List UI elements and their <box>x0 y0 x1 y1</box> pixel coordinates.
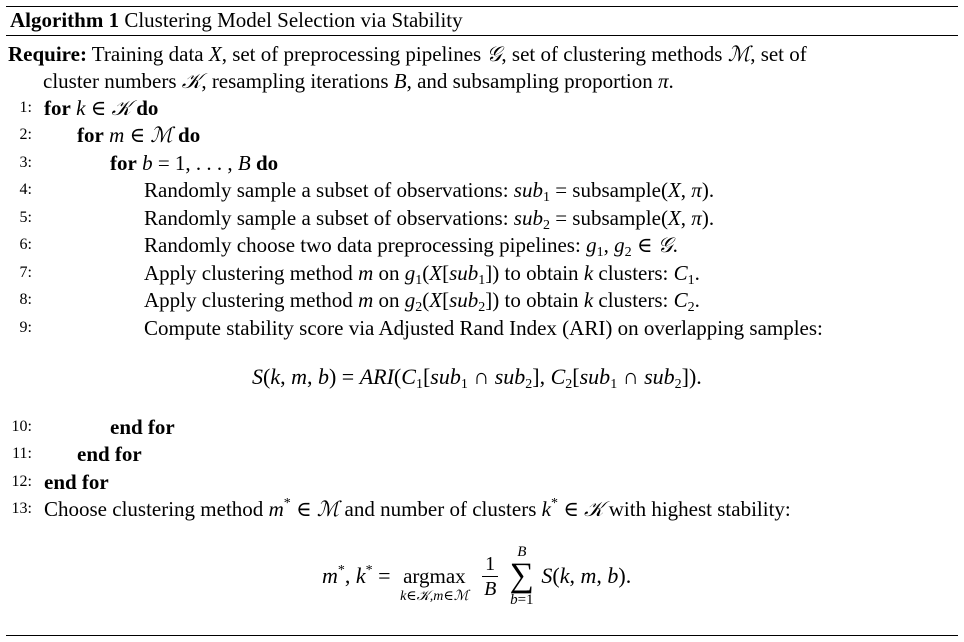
require-line-2: cluster numbers 𝒦, resampling iterations B, and subsampling proportion π. <box>43 69 674 93</box>
top-rule <box>6 6 958 7</box>
step-1: for k ∈ 𝒦 do <box>44 96 159 120</box>
line-number: 8: <box>19 291 32 308</box>
algorithm-label: Algorithm 1 <box>10 8 120 32</box>
line-number: 2: <box>19 126 32 143</box>
bottom-rule <box>6 635 958 636</box>
algorithm-header <box>10 8 463 32</box>
step-2: for m ∈ ℳ do <box>77 123 201 147</box>
step-10: end for <box>110 415 175 439</box>
line-number: 11: <box>12 445 32 462</box>
stability-equation: S(k, m, $b) = ARI(C_1[sub_1$ ∩ sub$_2$], $C_2[sub_1$ ∩ sub$_2$]). <box>252 364 702 392</box>
step-7: Apply clustering method m on $g_1(X[sub_1])$ to obtain k clusters: $C_1$. <box>144 261 700 288</box>
step-12: end for <box>44 470 109 494</box>
step-13: Choose clustering method m* ∈ ℳ and number of clusters k* ∈ 𝒦 with highest stability: <box>44 496 791 521</box>
step-3: for b = 1, . . . , B do <box>110 151 279 175</box>
line-number: 1: <box>19 99 32 116</box>
line-number: 12: <box>11 473 32 490</box>
step-8: Apply clustering method m on $g_2(X[sub_2])$ to obtain k clusters: $C_2$. <box>144 288 700 315</box>
step-11: end for <box>77 442 142 466</box>
line-number: 10: <box>11 418 32 435</box>
line-number: 4: <box>19 181 32 198</box>
line-number: 3: <box>19 154 32 171</box>
step-5: Randomly sample a subset of observations: sub$_2$ = subsample(X, π). <box>144 206 715 233</box>
require-keyword: Require: <box>8 42 87 66</box>
step-9: Compute stability score via Adjusted Rand Index (ARI) on overlapping samples: <box>144 316 823 340</box>
selection-equation: m*, k* = argmax k∈𝒦,m∈ℳ $\frac{1}{B}$ B ∑ b=1 S(k, m, b). <box>322 544 632 608</box>
line-number: 13: <box>11 500 32 517</box>
line-number: 9: <box>19 319 32 336</box>
line-number: 6: <box>19 236 32 253</box>
summation: B ∑ b=1 <box>509 544 534 608</box>
header-rule <box>6 35 958 36</box>
line-number: 7: <box>19 264 32 281</box>
step-4: Randomly sample a subset of observations: sub$_1$ = subsample(X, π). <box>144 178 715 205</box>
line-number: 5: <box>19 209 32 226</box>
algorithm-title: Clustering Model Selection via Stability <box>124 8 463 32</box>
fraction: $\frac{1}{B}$ <box>484 552 497 600</box>
require-line-1: Require: Training data X, set of preprocessing pipelines 𝒢, set of clustering methods ℳ, set of <box>8 42 807 66</box>
argmax-operator: argmax k∈𝒦,m∈ℳ <box>400 564 469 604</box>
step-6: Randomly choose two data preprocessing pipelines: $g_1$, $g_2$ ∈ 𝒢. <box>144 233 678 260</box>
